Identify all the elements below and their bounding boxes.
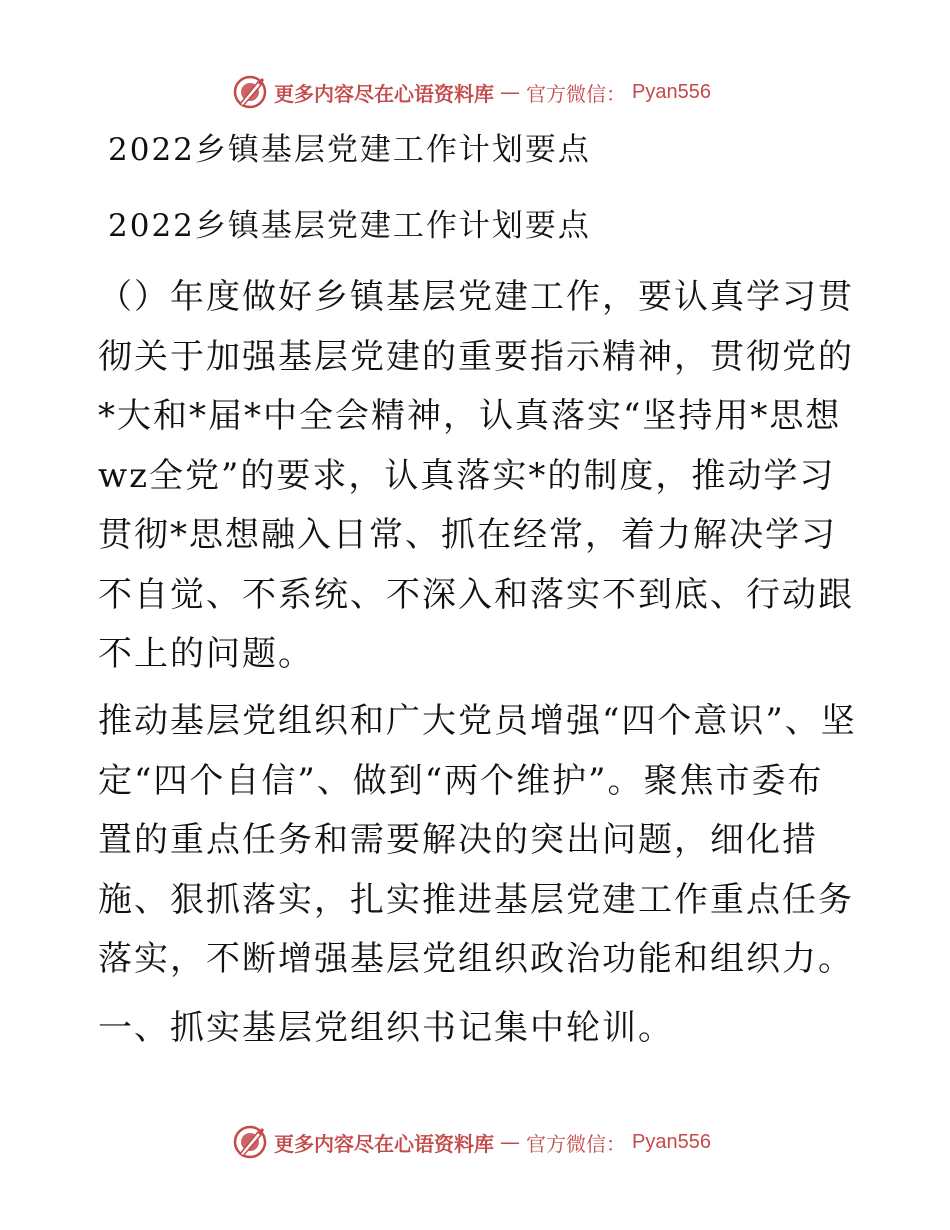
section-heading-1: 一、抓实基层党组织书记集中轮训。: [98, 1008, 674, 1048]
watermark-wechat-id: Pyan556: [632, 80, 711, 103]
pen-logo-icon: [232, 74, 268, 110]
paragraph-intro: （）年度做好乡镇基层党建工作，要认真学习贯彻关于加强基层党建的重要指示精神，贯彻党的*大和*届*中全会精神，认真落实“坚持用*思想wz全党”的要求，认真落实*的制度，推动学习贯彻*思想融入日常、抓在经常，着力解决学习不自觉、不系统、不深入和落实不到底、行动跟不上的问题。: [98, 277, 854, 674]
watermark-text: 更多内容尽在心语资料库: [274, 81, 494, 106]
header-watermark: [232, 72, 732, 112]
watermark-text: 更多内容尽在心语资料库: [274, 1131, 494, 1156]
document-subtitle: 2022乡镇基层党建工作计划要点: [108, 208, 591, 244]
watermark-official-label: 官方微信：: [526, 1131, 626, 1156]
paragraph-goals: 推动基层党组织和广大党员增强“四个意识”、坚定“四个自信”、做到“两个维护”。聚焦市委布置的重点任务和需要解决的突出问题，细化措施、狠抓落实，扎实推进基层党建工作重点任务落实，不断增强基层党组织政治功能和组织力。: [98, 701, 857, 979]
document-title: 2022乡镇基层党建工作计划要点: [108, 132, 591, 168]
pen-logo-icon: [232, 1124, 268, 1160]
watermark-dash: —: [500, 1130, 520, 1154]
footer-watermark: [232, 1122, 732, 1162]
watermark-official-label: 官方微信：: [526, 81, 626, 106]
watermark-wechat-id: Pyan556: [632, 1130, 711, 1153]
watermark-dash: —: [500, 80, 520, 104]
